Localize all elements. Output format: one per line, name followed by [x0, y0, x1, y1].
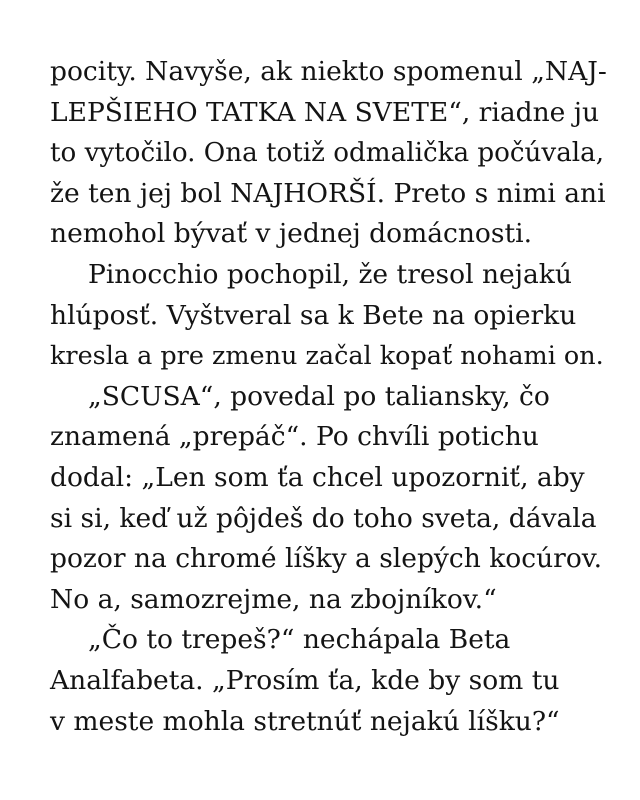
text-line-3: to vytočilo. Ona totiž odmalička počúvala,	[50, 138, 605, 169]
text-line-7: hlúposť. Vyštveral sa k Bete na opierku	[50, 299, 577, 331]
text-line-9: „SCUSA“, povedal po taliansky, čo	[88, 380, 550, 412]
body-text	[50, 52, 610, 742]
text-line-11: dodal: „Len som ťa chcel upozorniť, aby	[50, 461, 585, 493]
text-line-17: v meste mohla stretnúť nejakú líšku?“	[50, 705, 560, 737]
text-line-12: si si, keď už pôjdeš do toho sveta, dávala	[50, 502, 597, 534]
text-line-16: Analfabeta. „Prosím ťa, kde by som tu	[50, 664, 560, 696]
text-line-14: No a, samozrejme, na zbojníkov.“	[50, 583, 497, 615]
text-line-8: kresla a pre zmenu začal kopať nohami on.	[50, 341, 604, 372]
text-line-6: Pinocchio pochopil, že tresol nejakú	[88, 258, 572, 290]
text-line-4: že ten jej bol NAJHORŠÍ. Preto s nimi ani	[50, 177, 606, 209]
text-line-13: pozor na chromé líšky a slepých kocúrov.	[50, 543, 603, 575]
text-line-5: nemohol bývať v jednej domácnosti.	[50, 218, 533, 250]
text-line-10: znamená „prepáč“. Po chvíli potichu	[50, 421, 539, 453]
text-line-2: LEPŠIEHO TATKA NA SVETE“, riadne ju	[50, 96, 600, 128]
text-line-15: „Čo to trepeš?“ nechápala Beta	[88, 624, 511, 656]
text-line-1: pocity. Navyše, ak niekto spomenul „NAJ-	[50, 56, 607, 87]
